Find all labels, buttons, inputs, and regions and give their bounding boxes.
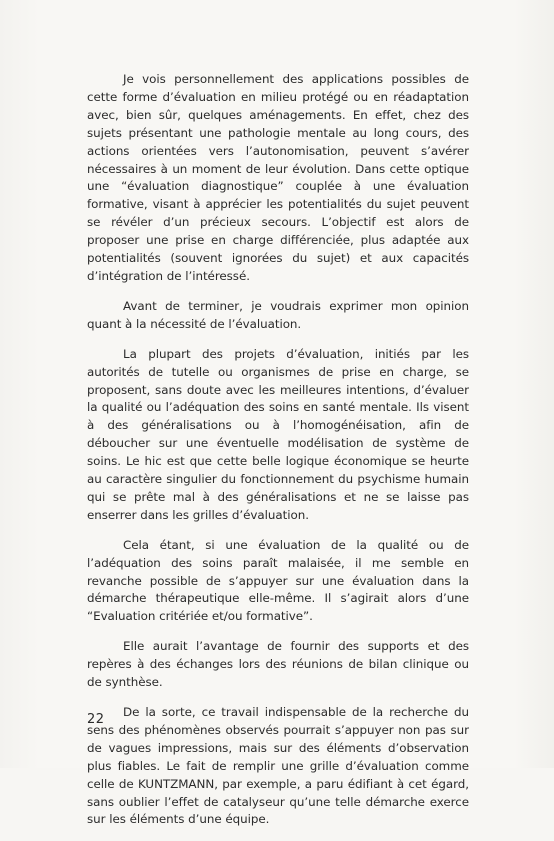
- paragraph-1: Je vois personnellement des applications possibles de cette forme d’évaluation en milieu protégé ou en réadaptation avec, bien sûr, quelques aménagements. En effet, chez des sujets présentant une pathologie mentale au long cours, des actions orientées vers l’autonomisation, peuvent s’avérer nécessaires à un moment de leur évolution. Dans cette optique une “évaluation diagnostique” couplée à une évaluation formative, visant à apprécier les potentialités du sujet peuvent se révéler d’un précieux secours. L’objectif est alors de proposer une prise en charge différenciée, plus adaptée aux potentialités (souvent ignorées du sujet) et aux capacités d’intégration de l’intéressé.: [87, 72, 469, 283]
- paragraph-2: Avant de terminer, je voudrais exprimer mon opinion quant à la nécessité de l’évaluation.: [87, 298, 469, 331]
- body-text: [87, 71, 469, 841]
- paragraph-3: La plupart des projets d’évaluation, initiés par les autorités de tutelle ou organismes de prise en charge, se proposent, sans doute avec les meilleures intentions, d’évaluer la qualité ou l’adéquation des soins en santé mentale. Ils visent à des généralisations ou à l’homogénéisation, afin de déboucher sur une éventuelle modélisation de système de soins. Le hic est que cette belle logique économique se heurte au caractère singulier du fonctionnement du psychisme humain qui se prête mal à des généralisations et ne se laisse pas enserrer dans les grilles d’évaluation.: [87, 346, 469, 522]
- paragraph-5: Elle aurait l’avantage de fournir des supports et des repères à des échanges lors des réunions de bilan clinique ou de synthèse.: [87, 639, 469, 690]
- paragraph-6: De la sorte, ce travail indispensable de la recherche du sens des phénomènes observés pourrait s’appuyer non pas sur de vagues impressions, mais sur des éléments d’observation plus fiables. Le fait de remplir une grille d’évaluation comme celle de KUNTZMANN, par exemple, a paru édifiant à cet égard, sans oublier l’effet de catalyseur qu’une telle démarche exerce sur les éléments d’une équipe.: [87, 705, 469, 827]
- paragraph-4: Cela étant, si une évaluation de la qualité ou de l’adéquation des soins paraît malaisée, il me semble en revanche possible de s’appuyer sur une évaluation dans la démarche thérapeutique elle-même. Il s’agirait alors d’une “Evaluation critériée et/ou formative”.: [87, 537, 469, 624]
- page-number: 22: [87, 712, 105, 727]
